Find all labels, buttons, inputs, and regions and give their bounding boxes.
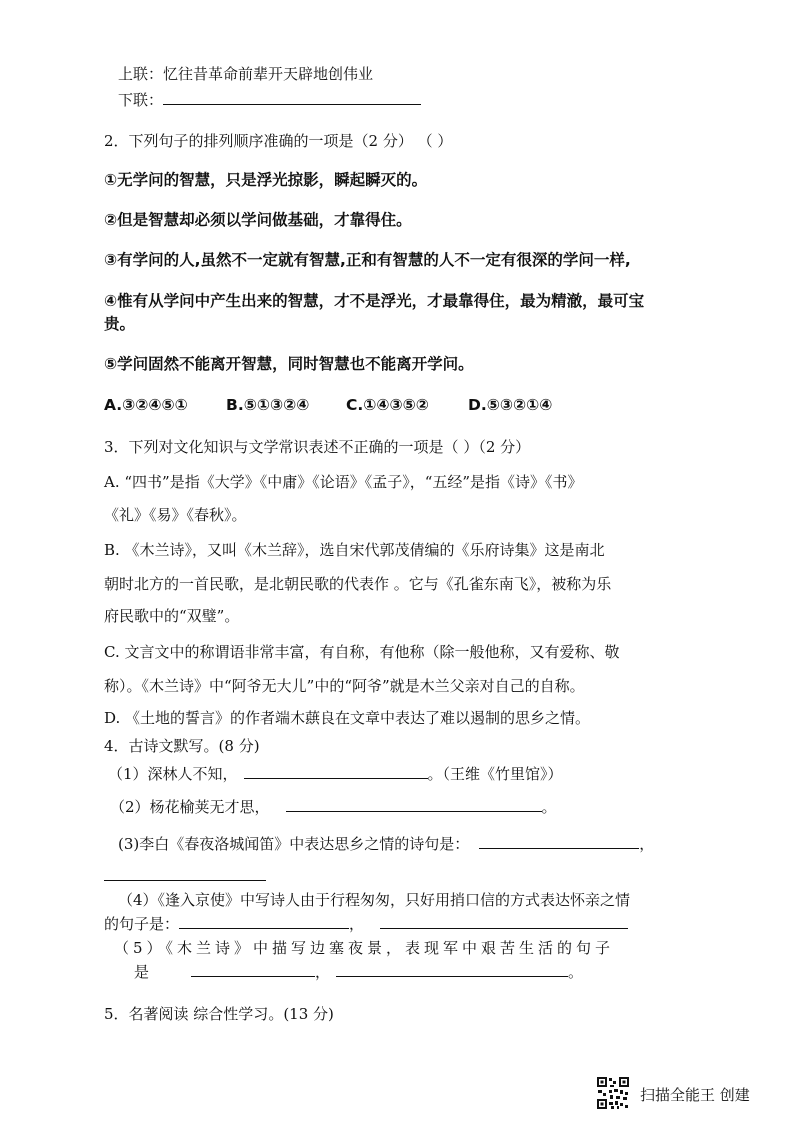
q4-item-4-blank-2 bbox=[380, 914, 628, 929]
q4-item-3-comma: ， bbox=[639, 835, 655, 853]
q4-item-5-end: 。 bbox=[568, 963, 584, 981]
couplet-lower-label: 下联： bbox=[118, 91, 164, 109]
scanner-brand-text: 扫描全能王 创建 bbox=[640, 1086, 750, 1104]
qr-code-icon bbox=[596, 1076, 630, 1110]
q3-option-b-line3: 府民歌中的“双璧”。 bbox=[104, 607, 240, 625]
q4-item-3-continue bbox=[104, 866, 266, 886]
q4-stem: 4．古诗文默写。(8 分) bbox=[104, 737, 260, 755]
q4-item-1-source: 。（王维《竹里馆》） bbox=[427, 765, 563, 783]
q4-item-3-blank-1 bbox=[479, 834, 639, 849]
q4-item-1-prompt: （1）深林人不知， bbox=[108, 765, 238, 783]
q3-option-c-line1: C. 文言文中的称谓语非常丰富，有自称，有他称（除一般他称，又有爱称、敬 bbox=[104, 643, 620, 661]
q4-item-4-blank-1 bbox=[179, 914, 349, 929]
q4-item-5-line1: （5）《木兰诗》中描写边塞夜景，表现军中艰苦生活的句子 bbox=[114, 939, 615, 957]
q4-item-5-line2 bbox=[134, 962, 583, 982]
couplet-lower bbox=[118, 90, 421, 110]
q2-stem: 2．下列句子的排列顺序准确的一项是（2 分） （ ） bbox=[104, 132, 453, 150]
q4-item-3-prompt: (3)李白《春夜洛城闻笛》中表达思乡之情的诗句是： bbox=[118, 835, 470, 853]
q4-item-3 bbox=[118, 834, 654, 854]
q4-item-4-line2 bbox=[104, 914, 628, 934]
q4-item-4-comma: ， bbox=[349, 915, 365, 933]
q4-item-1 bbox=[108, 764, 563, 784]
q2-sentence-3: ③有学问的人,虽然不一定就有智慧,正和有智慧的人不一定有很深的学问一样, bbox=[104, 251, 631, 269]
q2-option-a: A.③②④⑤① bbox=[104, 396, 188, 414]
q3-stem: 3．下列对文化知识与文学常识表述不正确的一项是（ ）（2 分） bbox=[104, 438, 531, 456]
q2-option-d: D.⑤③②①④ bbox=[468, 396, 553, 414]
q3-option-d: D. 《土地的誓言》的作者端木蕻良在文章中表达了难以遏制的思乡之情。 bbox=[104, 709, 591, 727]
q4-item-4-prompt: 的句子是： bbox=[104, 915, 180, 933]
q3-option-a-line2: 《礼》《易》《春秋》。 bbox=[104, 506, 247, 524]
q2-sentence-1: ①无学问的智慧，只是浮光掠影，瞬起瞬灭的。 bbox=[104, 171, 428, 189]
q4-item-5-comma: ， bbox=[315, 963, 331, 981]
q4-item-2-end: 。 bbox=[541, 798, 557, 816]
q4-item-1-blank bbox=[244, 764, 428, 779]
q3-option-b-line2: 朝时北方的一首民歌，是北朝民歌的代表作 。它与《孔雀东南飞》，被称为乐 bbox=[104, 575, 612, 593]
q2-sentence-4b: 贵。 bbox=[104, 315, 136, 333]
q3-option-a-line1: A. “四书”是指《大学》《中庸》《论语》《孟子》，“五经”是指《诗》《书》 bbox=[104, 473, 583, 491]
q3-option-b-line1: B. 《木兰诗》，又叫《木兰辞》，选自宋代郭茂倩编的《乐府诗集》这是南北 bbox=[104, 541, 605, 559]
q2-sentence-4a: ④惟有从学问中产生出来的智慧，才不是浮光，才最靠得住，最为精澈，最可宝 bbox=[104, 292, 645, 310]
q2-sentence-5: ⑤学问固然不能离开智慧，同时智慧也不能离开学问。 bbox=[104, 355, 474, 373]
q4-item-2-prompt: （2）杨花榆荚无才思， bbox=[110, 798, 270, 816]
q2-option-c: C.①④③⑤② bbox=[346, 396, 429, 414]
q4-item-2-blank bbox=[286, 797, 542, 812]
q2-sentence-2: ②但是智慧却必须以学问做基础，才靠得住。 bbox=[104, 211, 412, 229]
couplet-upper: 上联：忆往昔革命前辈开天辟地创伟业 bbox=[118, 65, 374, 83]
q3-option-c-line2: 称）。《木兰诗》中“阿爷无大儿”中的“阿爷”就是木兰父亲对自己的自称。 bbox=[104, 677, 585, 695]
q4-item-2 bbox=[110, 797, 557, 817]
q4-item-5-blank-2 bbox=[336, 962, 568, 977]
q4-item-3-blank-2 bbox=[104, 866, 266, 881]
q4-item-5-blank-1 bbox=[191, 962, 315, 977]
q2-option-b: B.⑤①③②④ bbox=[226, 396, 310, 414]
scanner-watermark bbox=[596, 1076, 786, 1112]
q4-item-4-line1: （4）《逢入京使》中写诗人由于行程匆匆，只好用捎口信的方式表达怀亲之情 bbox=[118, 891, 631, 909]
q4-item-5-prompt: 是 bbox=[134, 963, 150, 981]
q5-stem: 5．名著阅读 综合性学习。(13 分) bbox=[104, 1005, 334, 1023]
couplet-lower-blank bbox=[163, 90, 421, 105]
